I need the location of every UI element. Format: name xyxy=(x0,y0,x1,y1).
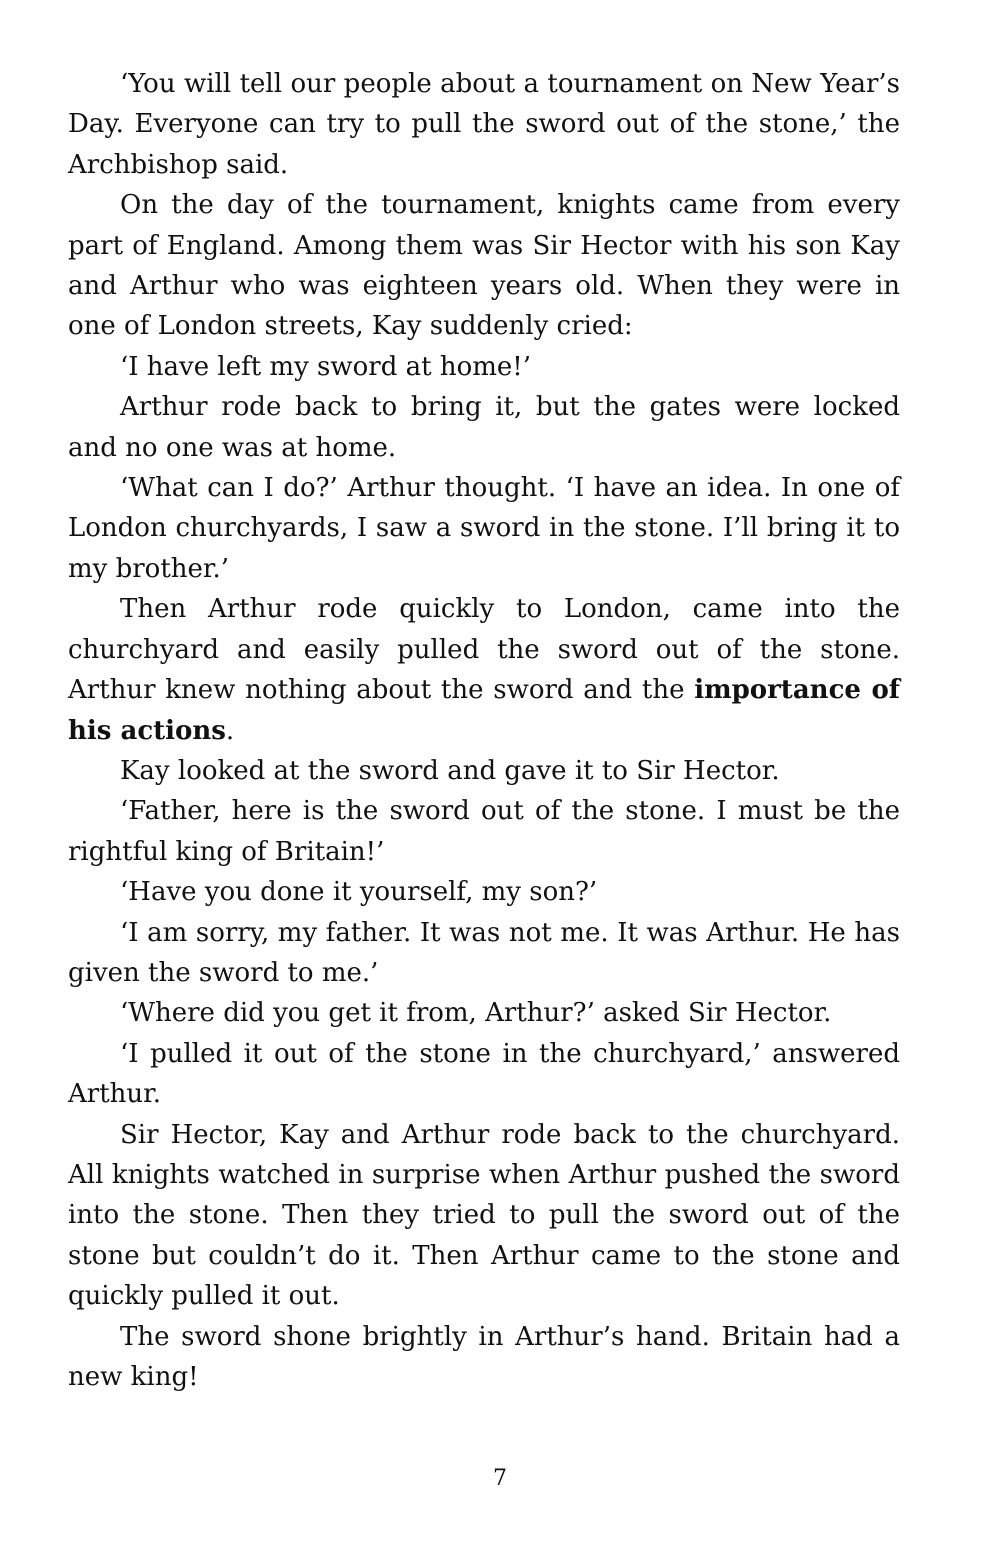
paragraph-text: ‘I have left my sword at home!’ xyxy=(120,351,531,382)
paragraph-hector-asks-arthur xyxy=(68,993,900,1033)
paragraph-kay-forgot-sword xyxy=(68,347,900,387)
paragraph-tournament-announcement xyxy=(68,64,900,185)
bold-phrase: importance of his actions xyxy=(68,675,900,746)
paragraph-text: ‘Where did you get it from, Arthur?’ asked Sir Hector. xyxy=(120,998,832,1029)
paragraph-text: Kay looked at the sword and gave it to Sir Hector. xyxy=(120,755,780,786)
page-text-body xyxy=(68,64,900,1397)
paragraph-arthur-idea xyxy=(68,468,900,589)
paragraph-text: ‘You will tell our people about a tournament on New Year’s Day. Everyone can try to pull the sword out of the stone,’ the Archbishop said. xyxy=(68,69,900,180)
paragraph-arthur-pulls-sword xyxy=(68,589,900,751)
paragraph-text: Sir Hector, Kay and Arthur rode back to the churchyard. All knights watched in surprise when Arthur pushed the sword into the stone. Then they tried to pull the sword out of the stone but couldn’t do it. Then Arthur came to the stone and quickly pulled it out. xyxy=(68,1119,900,1312)
paragraph-text: ‘I am sorry, my father. It was not me. It was Arthur. He has given the sword to me.’ xyxy=(68,917,900,988)
paragraph-text: ‘Have you done it yourself, my son?’ xyxy=(120,877,598,908)
paragraph-text: The sword shone brightly in Arthur’s hand. Britain had a new king! xyxy=(68,1321,900,1392)
paragraph-text: On the day of the tournament, knights came from every part of England. Among them was Sir Hector with his son Kay and Arthur who was eighteen years old. When they were in one of London streets, Kay suddenly cried: xyxy=(68,190,900,342)
paragraph-text: . xyxy=(225,715,235,746)
paragraph-text: Arthur rode back to bring it, but the gates were locked and no one was at home. xyxy=(68,392,900,463)
paragraph-hector-asks xyxy=(68,872,900,912)
paragraph-text: ‘What can I do?’ Arthur thought. ‘I have an idea. In one of London churchyards, I saw a sword in the stone. I’ll bring it to my brother.’ xyxy=(68,473,900,584)
page-number: 7 xyxy=(493,1466,507,1491)
paragraph-new-king xyxy=(68,1317,900,1398)
paragraph-text: ‘Father, here is the sword out of the stone. I must be the rightful king of Britain!’ xyxy=(68,796,900,867)
paragraph-kay-confesses xyxy=(68,913,900,994)
paragraph-arthur-rides-back xyxy=(68,387,900,468)
paragraph-kay-claims-king xyxy=(68,791,900,872)
paragraph-arthur-answers xyxy=(68,1034,900,1115)
paragraph-text: ‘I pulled it out of the stone in the churchyard,’ answered Arthur. xyxy=(68,1038,900,1110)
paragraph-text: Then Arthur rode quickly to London, came into the churchyard and easily pulled the sword out of the stone. Arthur knew nothing about the sword and the xyxy=(68,594,900,706)
paragraph-return-to-churchyard xyxy=(68,1115,900,1317)
paragraph-knights-arrive xyxy=(68,185,900,347)
paragraph-kay-gives-sword xyxy=(68,751,900,791)
